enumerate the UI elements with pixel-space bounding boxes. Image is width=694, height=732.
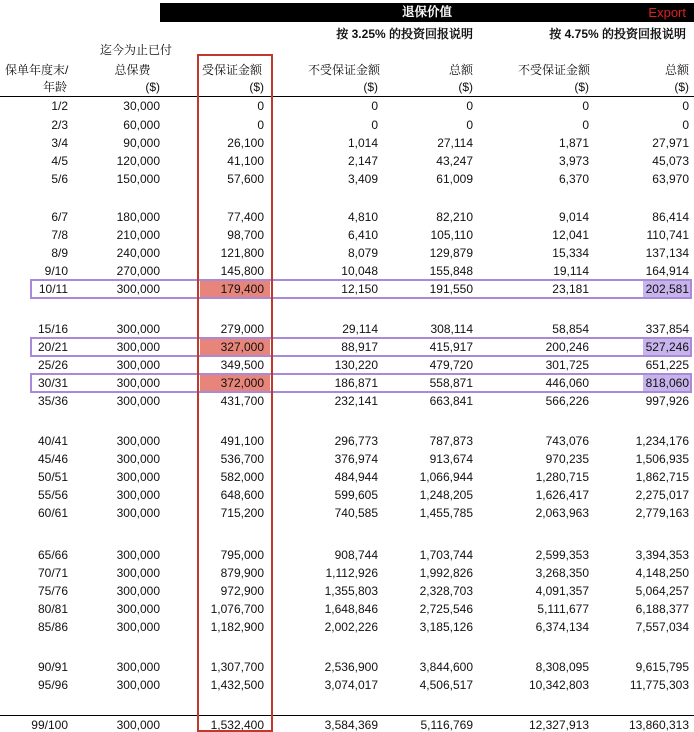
- cell-guar: 179,400: [220, 282, 264, 296]
- cell-t2: 527,246: [645, 340, 689, 354]
- cell-t2: 0: [682, 99, 689, 113]
- cell-paid: 300,000: [116, 434, 160, 448]
- cell-year: 4/5: [51, 154, 68, 168]
- cell-paid: 300,000: [116, 358, 160, 372]
- cell-t1: 27,114: [437, 136, 473, 150]
- cell-ng1: 599,605: [334, 488, 378, 502]
- cell-t1: 0: [466, 99, 473, 113]
- cell-ng1: 1,014: [347, 136, 378, 150]
- cell-ng2: 1,626,417: [535, 488, 589, 502]
- header-guaranteed-unit: ($): [249, 80, 264, 94]
- header-paid-2: 总保费: [114, 63, 151, 77]
- cell-t2: 202,581: [645, 282, 689, 296]
- cell-t2: 164,914: [645, 264, 689, 278]
- header-total-b: 总额: [664, 63, 689, 77]
- cell-t1: 191,550: [429, 282, 473, 296]
- cell-paid: 300,000: [116, 282, 160, 296]
- cell-ng1: 1,355,803: [324, 584, 378, 598]
- cell-guar: 279,000: [220, 322, 264, 336]
- row-outline: [30, 337, 692, 357]
- cell-paid: 180,000: [116, 210, 160, 224]
- cell-t2: 4,148,250: [635, 566, 689, 580]
- cell-ng2: 3,973: [558, 154, 589, 168]
- cell-t1: 2,725,546: [419, 602, 473, 616]
- cell-t2: 9,615,795: [635, 660, 689, 674]
- cell-ng1: 376,974: [334, 452, 378, 466]
- cell-ng2: 15,334: [552, 246, 589, 260]
- cell-t2: 3,394,353: [635, 548, 689, 562]
- cell-ng1: 8,079: [347, 246, 378, 260]
- cell-ng2: 566,226: [545, 394, 589, 408]
- cell-year: 7/8: [51, 228, 68, 242]
- cell-ng2: 10,342,803: [528, 678, 589, 692]
- cell-paid: 30,000: [123, 99, 160, 113]
- cell-year: 15/16: [37, 322, 68, 336]
- cell-ng1: 296,773: [334, 434, 378, 448]
- cell-t1: 308,114: [430, 322, 473, 336]
- cell-year: 1/2: [51, 99, 68, 113]
- scenario-325-label: 按 3.25% 的投资回报说明: [336, 27, 473, 41]
- cell-t2: 2,275,017: [635, 488, 689, 502]
- cell-guar: 0: [257, 118, 264, 132]
- cell-guar: 1,432,500: [210, 678, 264, 692]
- cell-year: 8/9: [51, 246, 68, 260]
- cell-t2: 7,557,034: [635, 620, 689, 634]
- cell-paid: 300,000: [116, 394, 160, 408]
- cell-guar: 795,000: [220, 548, 264, 562]
- cell-ng2: 6,374,134: [535, 620, 589, 634]
- cell-ng1: 232,141: [334, 394, 378, 408]
- cell-ng2: 743,076: [545, 434, 589, 448]
- cell-year: 75/76: [37, 584, 68, 598]
- cell-paid: 60,000: [123, 118, 160, 132]
- cell-paid: 300,000: [116, 584, 160, 598]
- header-policy-year-2: 年龄: [42, 80, 67, 94]
- cell-paid: 90,000: [123, 136, 160, 150]
- cell-ng2: 0: [582, 118, 589, 132]
- header-total-b-unit: ($): [674, 80, 689, 94]
- cell-t2: 27,971: [652, 136, 689, 150]
- cell-year: 45/46: [37, 452, 68, 466]
- cell-year: 2/3: [51, 118, 68, 132]
- cell-t1: 2,328,703: [419, 584, 473, 598]
- cell-ng2: 2,599,353: [535, 548, 589, 562]
- cell-t1: 1,992,826: [419, 566, 473, 580]
- cell-paid: 300,000: [116, 566, 160, 580]
- cell-guar: 41,100: [227, 154, 264, 168]
- cell-t2: 1,862,715: [635, 470, 689, 484]
- header-paid-unit: ($): [145, 80, 160, 94]
- cell-guar: 77,400: [227, 210, 264, 224]
- cell-ng2: 1,280,715: [535, 470, 589, 484]
- cell-guar: 491,100: [220, 434, 264, 448]
- cell-paid: 300,000: [116, 548, 160, 562]
- cell-ng1: 0: [371, 99, 378, 113]
- footer-divider: [0, 715, 694, 716]
- cell-t1: 61,009: [436, 172, 473, 186]
- cell-ng2: 2,063,963: [535, 506, 589, 520]
- cell-year: 99/100: [31, 718, 68, 732]
- header-total-a-unit: ($): [458, 80, 473, 94]
- cell-t2: 1,234,176: [635, 434, 689, 448]
- cell-paid: 300,000: [116, 602, 160, 616]
- header-policy-year-1: 保单年度末/: [5, 63, 69, 77]
- header-total-a: 总额: [448, 63, 473, 77]
- cell-ng1: 1,648,846: [324, 602, 378, 616]
- cell-paid: 300,000: [116, 340, 160, 354]
- row-outline: [30, 373, 692, 393]
- cell-paid: 300,000: [116, 470, 160, 484]
- band-title: 退保价值: [401, 5, 452, 19]
- cell-ng1: 3,074,017: [324, 678, 378, 692]
- cell-guar: 972,900: [220, 584, 264, 598]
- cell-ng2: 6,370: [558, 172, 589, 186]
- cell-ng1: 186,871: [334, 376, 378, 390]
- cell-t1: 43,247: [436, 154, 473, 168]
- header-non-guaranteed-b-unit: ($): [574, 80, 589, 94]
- guaranteed-column-outline: [197, 54, 273, 732]
- cell-year: 95/96: [37, 678, 68, 692]
- cell-t2: 5,064,257: [635, 584, 689, 598]
- cell-guar: 57,600: [227, 172, 264, 186]
- cell-guar: 1,532,400: [210, 718, 264, 732]
- cell-year: 35/36: [37, 394, 68, 408]
- cell-ng2: 23,181: [552, 282, 589, 296]
- cell-year: 90/91: [37, 660, 68, 674]
- cell-year: 40/41: [37, 434, 68, 448]
- cell-guar: 121,800: [220, 246, 264, 260]
- cell-guar: 582,000: [220, 470, 264, 484]
- cell-ng2: 12,327,913: [528, 718, 589, 732]
- cell-paid: 300,000: [116, 322, 160, 336]
- cell-t1: 787,873: [429, 434, 473, 448]
- cell-t1: 155,848: [429, 264, 473, 278]
- cell-t2: 63,970: [652, 172, 689, 186]
- cell-year: 60/61: [37, 506, 68, 520]
- cell-ng2: 970,235: [545, 452, 589, 466]
- cell-t1: 3,185,126: [419, 620, 473, 634]
- cell-guar: 145,800: [220, 264, 264, 278]
- export-button[interactable]: Export: [648, 5, 686, 20]
- cell-t1: 1,066,944: [419, 470, 473, 484]
- cell-t2: 997,926: [645, 394, 689, 408]
- cell-t2: 1,506,935: [635, 452, 689, 466]
- cell-guar: 879,900: [220, 566, 264, 580]
- scenario-475-label: 按 4.75% 的投资回报说明: [549, 27, 686, 41]
- header-non-guaranteed-a-unit: ($): [363, 80, 378, 94]
- cell-ng1: 3,584,369: [324, 718, 378, 732]
- cell-paid: 300,000: [116, 660, 160, 674]
- cell-ng2: 1,871: [558, 136, 589, 150]
- cell-t2: 6,188,377: [635, 602, 689, 616]
- cell-t1: 3,844,600: [419, 660, 473, 674]
- cell-paid: 120,000: [116, 154, 160, 168]
- cell-guar: 536,700: [220, 452, 264, 466]
- cell-guar: 349,500: [220, 358, 264, 372]
- cell-ng1: 3,409: [347, 172, 378, 186]
- cell-t1: 129,879: [429, 246, 473, 260]
- cell-ng2: 301,725: [545, 358, 589, 372]
- cell-ng1: 2,002,226: [324, 620, 378, 634]
- cell-t1: 105,110: [430, 228, 473, 242]
- cell-t1: 663,841: [429, 394, 473, 408]
- cell-t1: 558,871: [429, 376, 473, 390]
- cell-year: 70/71: [37, 566, 68, 580]
- row-outline: [30, 279, 692, 299]
- cell-t1: 5,116,769: [420, 718, 473, 732]
- cell-year: 65/66: [37, 548, 68, 562]
- cell-ng1: 130,220: [334, 358, 378, 372]
- cell-year: 55/56: [37, 488, 68, 502]
- cell-year: 50/51: [37, 470, 68, 484]
- cell-ng1: 908,744: [334, 548, 378, 562]
- cell-ng1: 4,810: [347, 210, 378, 224]
- cell-t1: 415,917: [429, 340, 473, 354]
- cell-t1: 1,248,205: [419, 488, 473, 502]
- cell-t2: 337,854: [645, 322, 689, 336]
- cell-guar: 431,700: [220, 394, 264, 408]
- header-paid-1: 迄今为止已付: [100, 43, 173, 57]
- cell-ng2: 200,246: [545, 340, 589, 354]
- cell-paid: 300,000: [116, 452, 160, 466]
- cell-paid: 300,000: [116, 718, 160, 732]
- cell-ng2: 58,854: [552, 322, 589, 336]
- cell-guar: 1,307,700: [210, 660, 264, 674]
- cell-ng1: 12,150: [341, 282, 378, 296]
- header-guaranteed: 受保证金额: [201, 63, 262, 77]
- cell-ng1: 484,944: [334, 470, 378, 484]
- cell-t1: 913,674: [429, 452, 473, 466]
- cell-t2: 137,134: [645, 246, 689, 260]
- cell-t1: 0: [466, 118, 473, 132]
- cell-t1: 1,703,744: [419, 548, 473, 562]
- cell-guar: 26,100: [227, 136, 264, 150]
- cell-t2: 11,775,303: [629, 678, 689, 692]
- cell-guar: 98,700: [227, 228, 264, 242]
- cell-year: 30/31: [37, 376, 68, 390]
- cell-t1: 4,506,517: [419, 678, 473, 692]
- cell-t1: 82,210: [436, 210, 473, 224]
- cell-year: 10/11: [38, 282, 68, 296]
- cell-ng2: 9,014: [558, 210, 589, 224]
- cell-paid: 240,000: [116, 246, 160, 260]
- cell-year: 9/10: [44, 264, 68, 278]
- cell-t1: 1,455,785: [419, 506, 473, 520]
- cell-guar: 648,600: [220, 488, 264, 502]
- cell-paid: 270,000: [116, 264, 160, 278]
- cell-year: 3/4: [51, 136, 68, 150]
- cell-ng2: 0: [582, 99, 589, 113]
- cell-t2: 651,225: [645, 358, 689, 372]
- cell-year: 85/86: [37, 620, 68, 634]
- cell-ng1: 1,112,926: [325, 566, 378, 580]
- header-non-guaranteed-a: 不受保证金额: [307, 63, 380, 77]
- cell-t1: 479,720: [429, 358, 473, 372]
- cell-ng1: 29,114: [342, 322, 378, 336]
- cell-paid: 300,000: [116, 506, 160, 520]
- cell-ng1: 10,048: [341, 264, 378, 278]
- cell-paid: 150,000: [116, 172, 160, 186]
- cell-guar: 327,000: [220, 340, 264, 354]
- cell-ng2: 8,308,095: [535, 660, 589, 674]
- cell-year: 25/26: [37, 358, 68, 372]
- cell-t2: 86,414: [652, 210, 689, 224]
- cell-paid: 300,000: [116, 376, 160, 390]
- cell-ng2: 446,060: [545, 376, 589, 390]
- cell-paid: 300,000: [116, 620, 160, 634]
- cell-guar: 1,182,900: [210, 620, 264, 634]
- cell-year: 20/21: [37, 340, 68, 354]
- cell-paid: 210,000: [116, 228, 160, 242]
- cell-ng1: 740,585: [334, 506, 378, 520]
- cell-year: 5/6: [51, 172, 68, 186]
- cell-guar: 715,200: [220, 506, 264, 520]
- cell-guar: 0: [257, 99, 264, 113]
- cell-t2: 818,060: [645, 376, 689, 390]
- cell-guar: 1,076,700: [210, 602, 264, 616]
- header-divider: [0, 96, 694, 97]
- cell-ng2: 3,268,350: [535, 566, 589, 580]
- cell-paid: 300,000: [116, 488, 160, 502]
- cell-year: 6/7: [51, 210, 68, 224]
- cell-ng1: 2,147: [347, 154, 378, 168]
- cell-t2: 0: [682, 118, 689, 132]
- cell-ng2: 12,041: [552, 228, 589, 242]
- cell-ng2: 19,114: [553, 264, 589, 278]
- cell-t2: 2,779,163: [635, 506, 689, 520]
- cell-ng1: 0: [371, 118, 378, 132]
- header-non-guaranteed-b: 不受保证金额: [517, 63, 590, 77]
- cell-t2: 110,741: [646, 228, 689, 242]
- cell-t2: 13,860,313: [628, 718, 689, 732]
- cell-guar: 372,000: [220, 376, 264, 390]
- cell-ng2: 4,091,357: [535, 584, 589, 598]
- cell-ng1: 2,536,900: [324, 660, 378, 674]
- cell-ng2: 5,111,677: [537, 602, 589, 616]
- cell-year: 80/81: [37, 602, 68, 616]
- cell-ng1: 88,917: [341, 340, 378, 354]
- cell-paid: 300,000: [116, 678, 160, 692]
- cell-ng1: 6,410: [347, 228, 378, 242]
- cell-t2: 45,073: [652, 154, 689, 168]
